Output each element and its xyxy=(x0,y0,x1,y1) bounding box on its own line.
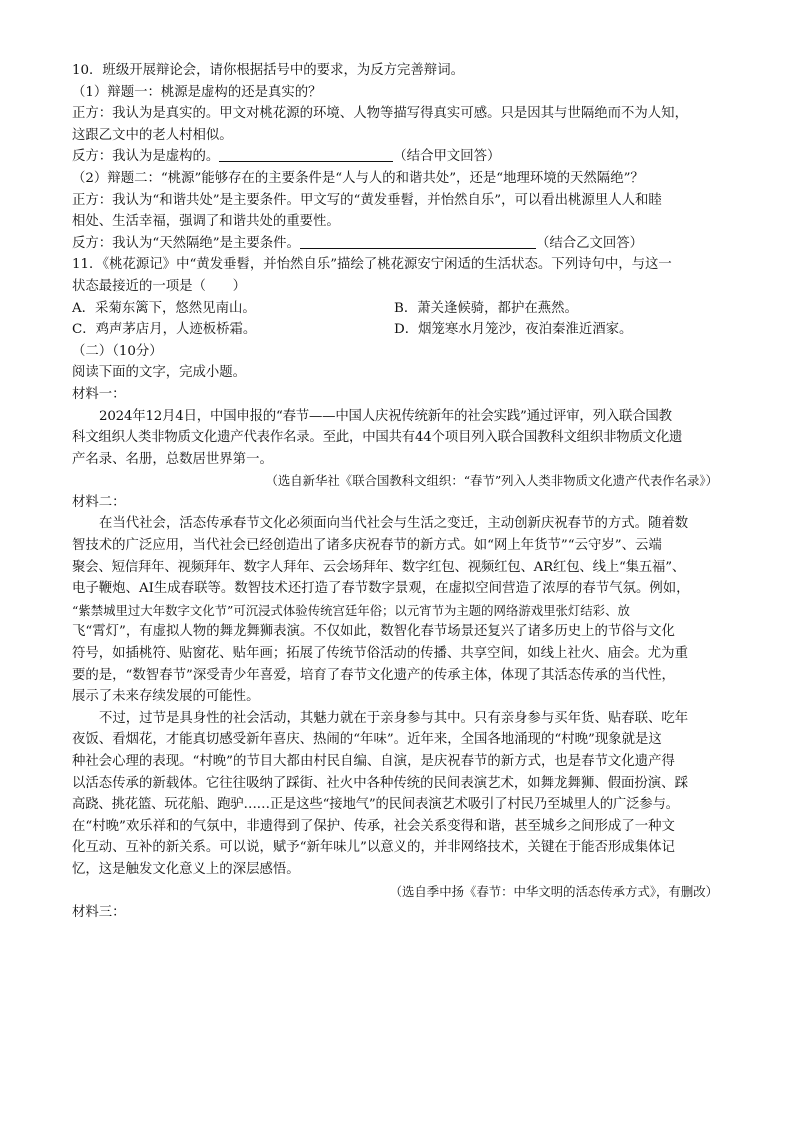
q10-con1-prefix: 反方：我认为是虚构的。 xyxy=(72,149,220,165)
q11-stem-line1: 11．《桃花源记》中“黄发垂髫，并怡然自乐”描绘了桃花源安宁闲适的生活状态。下列诗句中，与这一 xyxy=(72,257,672,273)
section2-instruction: 阅读下面的文字，完成小题。 xyxy=(72,365,247,381)
material2-source: （选自季中扬《春节：中华文明的活态传承方式》，有删改） xyxy=(389,883,718,899)
q10-pro1-line2: 这跟乙文中的老人村相似。 xyxy=(72,127,233,143)
q10-topic1: （1）辩题一：桃源是虚构的还是真实的？ xyxy=(72,84,322,100)
material1-line1: 2024年12月4日，中国申报的“春节——中国人庆祝传统新年的社会实践”通过评审，列入联合国教 xyxy=(99,408,672,424)
q10-con1-suffix: （结合甲文回答） xyxy=(393,149,501,165)
q10-pro1-line1: 正方：我认为是真实的。甲文对桃花源的环境、人物等描写得真实可感。只是因其与世隔绝而不为人知， xyxy=(72,106,688,122)
q11-option-b: B．萧关逢候骑，都护在燕然。 xyxy=(394,300,578,316)
material2-line11: 夜饭、看烟花，才能真切感受新年喜庆、热闹的“年味”。近年来，全国各地涌现的“村晚”现象就是这 xyxy=(72,732,662,748)
material2-line10: 不过，过节是具身性的社会活动，其魅力就在于亲身参与其中。只有亲身参与买年货、贴春联、吃年 xyxy=(99,710,689,726)
material2-line12: 种社会心理的表现。“村晚”的节目大都由村民自编、自演，是庆祝春节的新方式，也是春节文化遗产得 xyxy=(72,754,675,769)
q10-con2-prefix: 反方：我认为“天然隔绝”是主要条件。 xyxy=(72,235,300,251)
q10-stem: 10．班级开展辩论会，请你根据括号中的要求，为反方完善辩词。 xyxy=(72,63,464,78)
material1-line2: 科文组织人类非物质文化遗产代表作名录。至此，中国共有44个项目列入联合国教科文组织非物质文化遗 xyxy=(72,430,683,446)
answer-blank-2[interactable] xyxy=(300,234,536,249)
material2-line9: 展示了未来存续发展的可能性。 xyxy=(72,689,260,705)
q11-option-d: D．烟笼寒水月笼沙，夜泊秦淮近酒家。 xyxy=(394,322,633,338)
q11-option-a: A．采菊东篱下，悠然见南山。 xyxy=(72,300,256,316)
material2-line14: 高跷、挑花篮、玩花船、跑驴……正是这些“接地气”的民间表演艺术吸引了村民乃至城里人的广泛参与。 xyxy=(72,797,679,813)
q11-options-row2 xyxy=(72,319,724,341)
material2-line1: 在当代社会，活态传承春节文化必须面向当代社会与生活之变迁，主动创新庆祝春节的方式。随着数 xyxy=(99,516,689,532)
q10-topic2: （2）辩题二：“桃源”能够存在的主要条件是“人与人的和谐共处”，还是“地理环境的天然隔绝”？ xyxy=(72,170,644,186)
material2-line6: 飞“霄灯”，有虚拟人物的舞龙舞狮表演。不仅如此，数智化春节场景还复兴了诸多历史上的节俗与文化 xyxy=(72,624,675,640)
q10-pro2-line2: 相处、生活幸福，强调了和谐共处的重要性。 xyxy=(72,214,340,230)
material2-line4: 电子鞭炮、AI生成春联等。数智技术还打造了春节数字景观，在虚拟空间营造了浓厚的春节气氛。例如， xyxy=(72,581,690,597)
material2-label: 材料二： xyxy=(72,494,126,510)
material2-line7: 符号，如插桃符、贴窗花、贴年画；拓展了传统节俗活动的传播、共享空间，如线上社火、庙会。尤为重 xyxy=(72,646,688,662)
q10-pro2-line1: 正方：我认为“和谐共处”是主要条件。甲文写的“黄发垂髫，并怡然自乐”，可以看出桃源里人人和睦 xyxy=(72,192,662,208)
material1-label: 材料一： xyxy=(72,386,126,402)
material2-line13: 以活态传承的新载体。它往往吸纳了踩街、社火中各种传统的民间表演艺术，如舞龙舞狮、假面扮演、踩 xyxy=(72,775,688,791)
material2-line5: “紫禁城里过大年数字文化节”可沉浸式体验传统宫廷年俗；以元宵节为主题的网络游戏里张灯结彩、放 xyxy=(72,602,630,618)
material2-line15: 在“村晚”欢乐祥和的气氛中，非遗得到了保护、传承，社会关系变得和谐，甚至城乡之间形成了一种文 xyxy=(72,818,675,834)
q10-con2 xyxy=(72,233,724,255)
material1-line3: 产名录、名册，总数居世界第一。 xyxy=(72,451,273,467)
material2-line8: 要的是，“数智春节”深受青少年喜爱，培育了春节文化遗产的传承主体，体现了其活态传承的当代性， xyxy=(72,667,675,683)
material2-line16: 化互动、互补的新关系。可以说，赋予“新年味儿”以意义的，并非网络技术，关键在于能否形成集体记 xyxy=(72,840,675,856)
material2-line3: 聚会、短信拜年、视频拜年、数字人拜年、云会场拜年、数字红包、视频红包、AR红包、线上“集五福”、 xyxy=(72,559,686,575)
material2-line2: 智技术的广泛应用，当代社会已经创造出了诸多庆祝春节的新方式。如“网上年货节”“云守岁”、云端 xyxy=(72,538,662,554)
q11-options-row1 xyxy=(72,298,724,320)
q11-stem-line2: 状态最接近的一项是（ ） xyxy=(72,278,247,294)
q11-option-c: C．鸡声茅店月，人迹板桥霜。 xyxy=(72,322,257,338)
answer-blank-1[interactable] xyxy=(219,147,393,162)
section2-header: （二）（10分） xyxy=(72,343,163,359)
q10-con1 xyxy=(72,146,724,168)
material2-line17: 忆，这是触发文化意义上的深层感悟。 xyxy=(72,861,300,877)
material3-label: 材料三： xyxy=(72,905,126,921)
q10-con2-suffix: （结合乙文回答） xyxy=(535,235,644,251)
exam-page xyxy=(72,60,724,924)
material1-source: （选自新华社《联合国教科文组织：“春节”列入人类非物质文化遗产代表作名录》） xyxy=(265,473,718,489)
